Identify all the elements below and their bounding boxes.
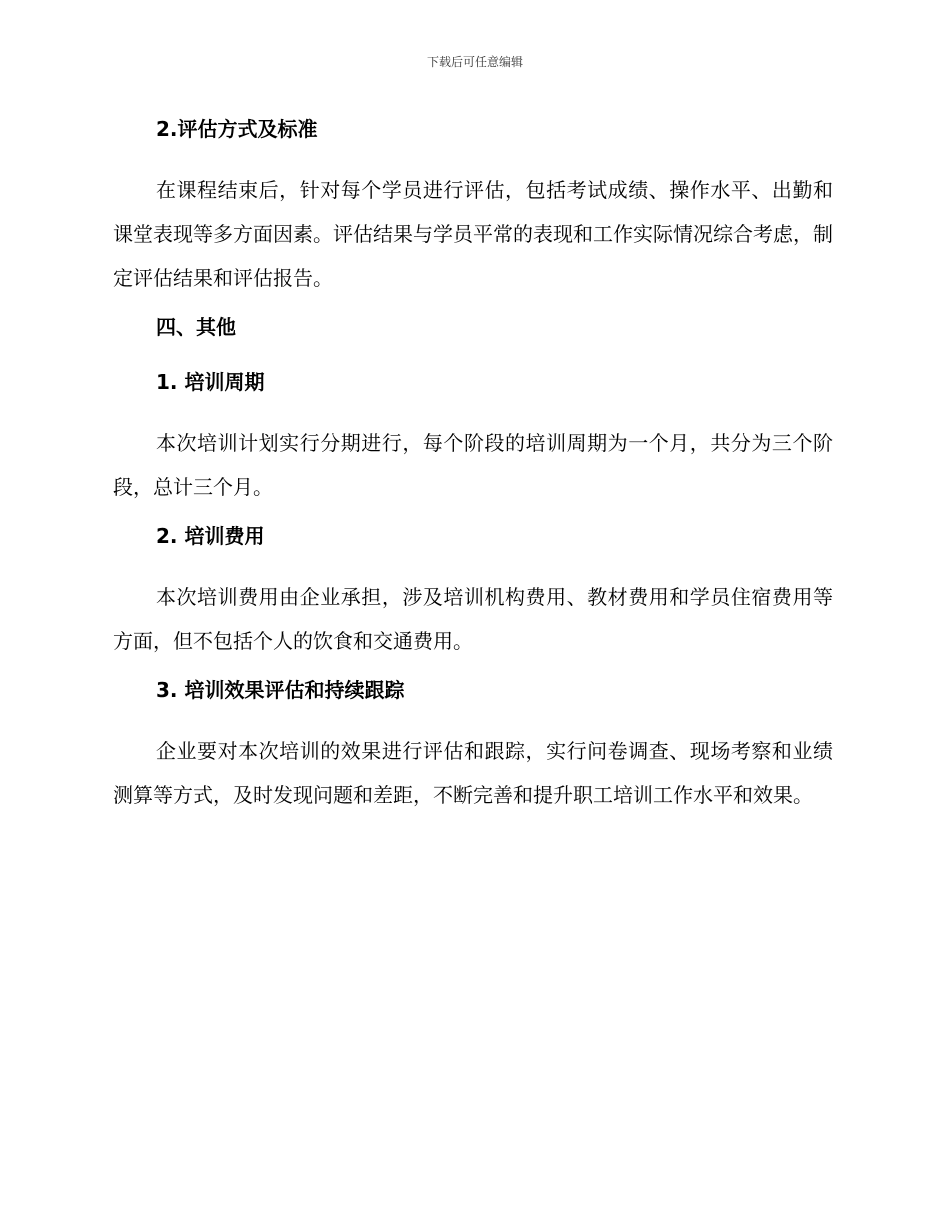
paragraph-training-period: 本次培训计划实行分期进行，每个阶段的培训周期为一个月，共分为三个阶段，总计三个月。 bbox=[113, 431, 833, 499]
paragraph-effect-tracking: 企业要对本次培训的效果进行评估和跟踪，实行问卷调查、现场考察和业绩测算等方式，及时发现问题和差距，不断完善和提升职工培训工作水平和效果。 bbox=[113, 739, 833, 807]
paragraph-evaluation: 在课程结束后，针对每个学员进行评估，包括考试成绩、操作水平、出勤和课堂表现等多方面因素。评估结果与学员平常的表现和工作实际情况综合考虑，制定评估结果和评估报告。 bbox=[113, 178, 833, 290]
page-header: 下载后可任意编辑 bbox=[426, 55, 523, 69]
heading-evaluation-methods: 2.评估方式及标准 bbox=[156, 117, 318, 141]
heading-other: 四、其他 bbox=[156, 315, 236, 339]
heading-training-cost: 2. 培训费用 bbox=[156, 524, 265, 548]
paragraph-training-cost: 本次培训费用由企业承担，涉及培训机构费用、教材费用和学员住宿费用等方面，但不包括个人的饮食和交通费用。 bbox=[113, 585, 833, 653]
heading-training-period: 1. 培训周期 bbox=[156, 370, 265, 394]
heading-effect-tracking: 3. 培训效果评估和持续跟踪 bbox=[156, 678, 405, 702]
document-body bbox=[113, 113, 833, 828]
